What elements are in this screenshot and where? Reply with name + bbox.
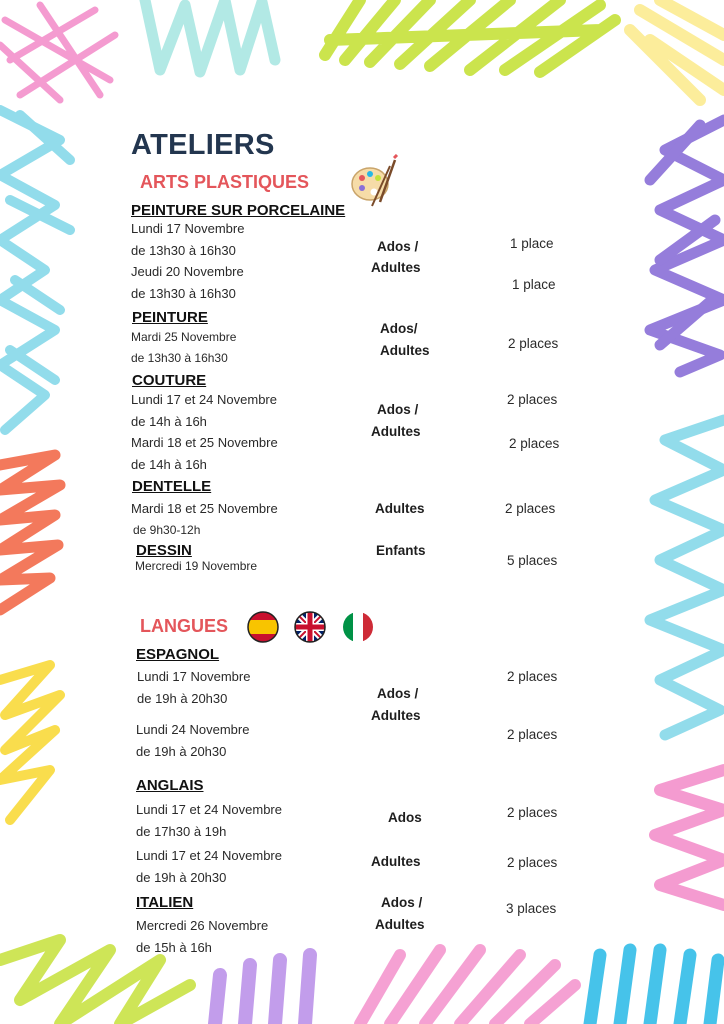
audience-label: Ados / [377, 402, 419, 417]
workshop-heading-anglais: ANGLAIS [136, 777, 204, 794]
schedule-line: Mardi 25 Novembre [131, 330, 237, 344]
schedule-line: Mercredi 19 Novembre [135, 559, 258, 573]
audience-label: Enfants [376, 543, 426, 558]
schedule-line: de 13h30 à 16h30 [131, 351, 228, 365]
workshop-heading-couture: COUTURE [132, 372, 207, 389]
audience-label: Ados / [377, 239, 419, 254]
schedule-line: Mardi 18 et 25 Novembre [131, 435, 278, 450]
places-count: 2 places [507, 855, 558, 870]
audience-label: Adultes [371, 854, 421, 869]
schedule-line: de 14h à 16h [131, 457, 207, 472]
places-count: 2 places [507, 392, 558, 407]
schedule-line: de 13h30 à 16h30 [131, 286, 236, 301]
workshop-heading-peinture-porcelaine: PEINTURE SUR PORCELAINE [131, 202, 346, 219]
audience-label: Ados / [377, 686, 419, 701]
schedule-line: Lundi 17 et 24 Novembre [131, 392, 277, 407]
schedule-line: de 14h à 16h [131, 414, 207, 429]
schedule-line: Jeudi 20 Novembre [131, 264, 244, 279]
schedule-line: Lundi 17 et 24 Novembre [136, 848, 282, 863]
workshop-heading-peinture: PEINTURE [132, 309, 208, 326]
places-count: 1 place [512, 277, 556, 292]
schedule-line: Lundi 24 Novembre [136, 722, 250, 737]
audience-label: Adultes [380, 343, 430, 358]
audience-label: Adultes [371, 424, 421, 439]
schedule-line: Mercredi 26 Novembre [136, 918, 269, 933]
workshop-heading-italien: ITALIEN [136, 894, 194, 911]
schedule-line: de 13h30 à 16h30 [131, 243, 236, 258]
places-count: 2 places [507, 669, 558, 684]
schedule-line: Lundi 17 Novembre [137, 669, 251, 684]
section-heading-arts-plastiques: ARTS PLASTIQUES [140, 172, 310, 192]
spain-flag-icon [246, 610, 280, 644]
palette-icon [350, 154, 400, 210]
places-count: 2 places [509, 436, 560, 451]
audience-label: Adultes [375, 917, 425, 932]
audience-label: Ados [388, 810, 422, 825]
schedule-line: de 9h30-12h [133, 523, 201, 537]
schedule-line: de 17h30 à 19h [136, 824, 227, 839]
audience-label: Ados / [381, 895, 423, 910]
workshop-heading-espagnol: ESPAGNOL [136, 646, 220, 663]
workshop-heading-dentelle: DENTELLE [132, 478, 212, 495]
schedule-line: de 19h à 20h30 [136, 744, 227, 759]
uk-flag-icon [293, 610, 327, 644]
schedule-line: Lundi 17 Novembre [131, 221, 245, 236]
page-title: ATELIERS [131, 129, 275, 161]
places-count: 2 places [505, 501, 556, 516]
schedule-line: Mardi 18 et 25 Novembre [131, 501, 278, 516]
schedule-line: de 19h à 20h30 [136, 870, 227, 885]
places-count: 2 places [507, 727, 558, 742]
audience-label: Adultes [375, 501, 425, 516]
section-heading-langues: LANGUES [140, 616, 229, 636]
workshop-heading-dessin: DESSIN [136, 542, 192, 559]
schedule-line: de 19h à 20h30 [137, 691, 228, 706]
audience-label: Ados/ [380, 321, 418, 336]
places-count: 2 places [507, 805, 558, 820]
places-count: 3 places [506, 901, 557, 916]
places-count: 5 places [507, 553, 558, 568]
audience-label: Adultes [371, 708, 421, 723]
schedule-line: Lundi 17 et 24 Novembre [136, 802, 282, 817]
places-count: 2 places [508, 336, 559, 351]
italy-flag-icon [341, 610, 375, 644]
schedule-line: de 15h à 16h [136, 940, 212, 955]
places-count: 1 place [510, 236, 554, 251]
audience-label: Adultes [371, 260, 421, 275]
